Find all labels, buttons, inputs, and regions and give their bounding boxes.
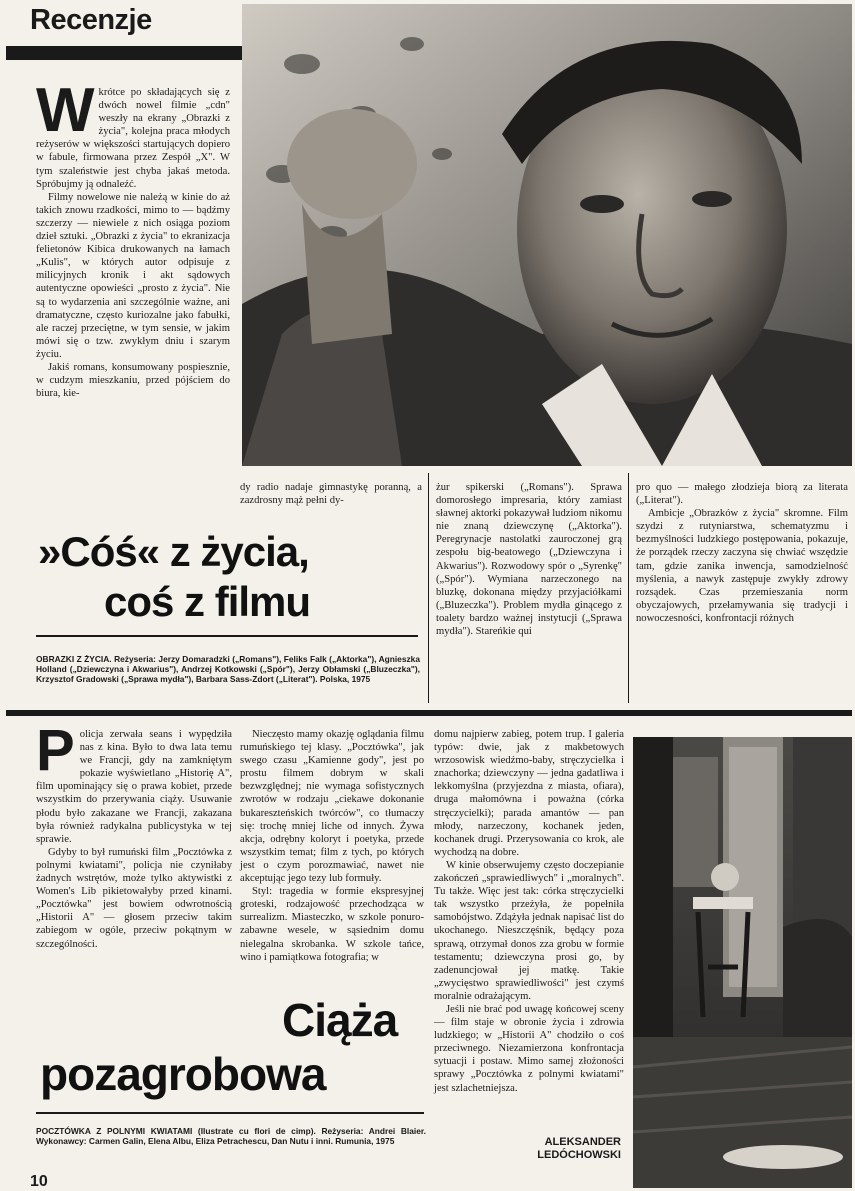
- review2-paragraph: olicja zerwała seans i wypędziła nas z kina. Było to dwa lata temu we Francji, gdy na zamkniętym pokazie wyświetlano „Historię A", film upominający się o prawa kobiet, przede wszystkim do przerywania ciąży. Usuwanie płodu było zakazane we Francji, zakazana była również radykalna publicystyka w tej sprawie.: [36, 729, 232, 845]
- review2-column-3: [434, 728, 624, 1095]
- review1-paragraph: Filmy nowelowe nie należą w kinie do aż takich znowu rzadkości, mimo to — bądźmy szczerzy — niewiele z nich osiąga poziom dzieł sztuki. „Obrazki z życia" to ekranizacja felietonów Kibica drukowanych na łamach „Kulis", w których autor odpisuje z milicyjnych kronik i akt sądowych autentyczne opowieści „prosto z życia". Nie są to wydarzenia ani szczególnie ważne, ani dramatyczne, często kuriozalne jako fabułki, ale raczej przeciętne, w tym sensie, w jakim mówi się o tzw. zwykłym dniu i szarym życiu.: [36, 191, 230, 360]
- section-label: Recenzje: [30, 4, 152, 36]
- review1-paragraph: Jakiś romans, konsumowany pospiesznie, w cudzym mieszkaniu, przed pójściem do biura, kie-: [36, 361, 230, 400]
- review1-dropcap: W: [36, 76, 95, 145]
- review2-paragraph: domu najpierw zabieg, potem trup. I galeria typów: dwie, jak z makbetowych wrzosowisk wiedźmo-baby, stręczycielka i znachorka; dziewczyny — jedna gadatliwa i lekkomyślna (przyjezdna z miasta, ofiara), druga małomówna i poważna (córka stręczycielki); parada amantów — pan młody, narzeczony, kochanek jeden, kochanek drugi. Przerysowania co krok, ale wychodzą na dobre.: [434, 729, 624, 858]
- interior-scene-photo-image: [633, 737, 852, 1188]
- review1-column-3: [436, 481, 622, 638]
- review2-paragraph: Nieczęsto mamy okazję oglądania filmu rumuńskiego tej klasy. „Pocztówka", jak swego czasu „Kamienne gody", jest po prostu filmem dobrym w skali bezwzględnej; nie wymaga sofistycznych zwrotów w rodzaju „ciekawe dokonanie bukareszteńskich twórców", co tłumaczy się: trochę mniej liche od innych. Żywa akcja, odrębny koloryt i poetyka, przede wszystkim temat; film z tych, po których jest o czym porozmawiać, nawet nie akceptując jego tezy lub formuły.: [240, 729, 424, 885]
- review1-headline-rule: [36, 635, 418, 637]
- author-byline: [537, 1136, 621, 1162]
- review1-paragraph: dy radio nadaje gimnastykę poranną, a zazdrosny mąż pełni dy-: [240, 482, 422, 507]
- review2-dropcap: P: [36, 718, 75, 783]
- section-rule: [6, 46, 242, 60]
- review1-headline-line1: »Cóś« z życia,: [38, 528, 309, 575]
- review1-paragraph: krótce po składających się z dwóch nowel filmie „cdn" weszły na ekrany „Obrazki z życia", kolejna praca młodych reżyserów w większości startujących dopiero w fabule, firmowana przez Zespół „X". W tym szaleństwie jest chyba jakaś metoda. Spróbujmy ją odnaleźć.: [36, 87, 230, 190]
- review1-headline-line2: coś z filmu: [104, 578, 311, 625]
- review2-paragraph: W kinie obserwujemy często doczepianie zakończeń „sprawiedliwych" i „moralnych". Tu także. Więc jest tak: córka stręczycielki tak wszystko przeżyła, że popełniła samobójstwo. Zdążyła jednak napisać list do ukochanego. Nieszczęśnik, będący poza sprawą, otrzymał donos zza grobu w formie testamentu; dziewczyna prosi go, by zadenuncjował jej matkę. Takie „zwycięstwo sprawiedliwości" jest czymś moralnie odrażającym.: [434, 859, 624, 1002]
- review2-paragraph: Styl: tragedia w formie ekspresyjnej groteski, rodzajowość przechodząca w surrealizm. Miasteczko, w szkole ponuro-zabawne wesele, w sąsiednim domu nielegalna skrobanka. W szkole tańce, wino i pamiątkowa fotografia; w: [240, 886, 424, 963]
- top-photo: [242, 4, 852, 466]
- review2-paragraph: Gdyby to był rumuński film „Pocztówka z polnymi kwiatami", policja nie czyniłaby żadnych wstrętów, może tylko aktywistki z Women's Lib pikietowałyby przed kinami. „Pocztówka" jest bowiem odwrotnością „Historii A" — głosem przeciw takim zabiegom w ogóle, przeciw pokątnym w szczególności.: [36, 846, 232, 950]
- review2-credits: POCZTÓWKA Z POLNYMI KWIATAMI (Ilustrate cu flori de cimp). Reżyseria: Andrei Blaier. Wykonawcy: Carmen Galin, Elena Albu, Eliza Petrachescu, Dan Nutu i inni. Rumunia, 1975: [36, 1126, 426, 1147]
- review1-credits: OBRAZKI Z ŻYCIA. Reżyseria: Jerzy Domaradzki („Romans"), Feliks Falk („Aktorka"), Agnieszka Holland („Dziewczyna i Akwarius"), Andrzej Kotkowski („Spór"), Jerzy Obłamski („Bluzeczka"), Krzysztof Gradowski („Sprawa mydła"), Barbara Sass-Zdort („Literat"). Polska, 1975: [36, 654, 420, 685]
- author-first-name: ALEKSANDER: [544, 1136, 621, 1148]
- review2-headline-line1: Ciąża: [282, 994, 398, 1046]
- review2-headline-rule: [36, 1112, 424, 1114]
- review1-column-2: [240, 481, 422, 507]
- review2-column-1: [36, 718, 232, 951]
- review2-column-2: [240, 728, 424, 964]
- review2-headline-line2: pozagrobowa: [40, 1048, 326, 1100]
- review2-paragraph: Jeśli nie brać pod uwagę końcowej sceny — film staje w obronie życia i zdrowia ludzkiego; w „Historii A" chodziło o coś przeciwnego. Niezamierzona konfrontacja sytuacji i postaw. Mimo samej złożoności sprawy „Pocztówka z polnymi kwiatami" jest szlachetniejsza.: [434, 1003, 624, 1094]
- review1-column-4: [636, 481, 848, 625]
- column-divider: [428, 473, 429, 703]
- author-last-name: LEDÓCHOWSKI: [537, 1149, 621, 1161]
- review1-column-1: [36, 76, 230, 400]
- review1-paragraph: pro quo — małego złodzieja biorą za literata („Literat").: [636, 482, 848, 507]
- review1-paragraph: Ambicje „Obrazków z życia" skromne. Film szydzi z rutyniarstwa, schematyzmu i bezmyślności ludzkiego postępowania, pokazuje, że porządek rzeczy zaczyna się chwiać wszędzie tam, gdzie zanika inwencja, samodzielność myślenia, a nawyk zastępuje zwykły zdrowy rozsądek. Czas przemieszania norm obyczajowych, przełamywania się tradycji i nowoczesności, konfrontacji różnych: [636, 508, 848, 624]
- review1-paragraph: żur spikerski („Romans"). Sprawa domorosłego impresaria, który zamiast sławnej aktorki pokazywał ludziom nikomu nie znaną dziewczynę („Aktorka"). Peregrynacje nastolatki zauroczonej grą zespołu big-beatowego („Dziewczyna i Akwarius"). Rozwodowy spór o „Syrenkę" („Spór"). Wymiana narzeczonego na bluzkę, dokonana między przyjaciółkami („Bluzeczka"). Problem mydła ginącego z toalety bardzo ważnej instytucji („Sprawa mydła"). Stareńkie qui: [436, 482, 622, 638]
- column-divider: [628, 473, 629, 703]
- portrait-photo-image: [242, 4, 852, 466]
- bottom-photo: [633, 737, 852, 1188]
- page-number: 10: [30, 1173, 48, 1190]
- section-separator: [6, 710, 852, 716]
